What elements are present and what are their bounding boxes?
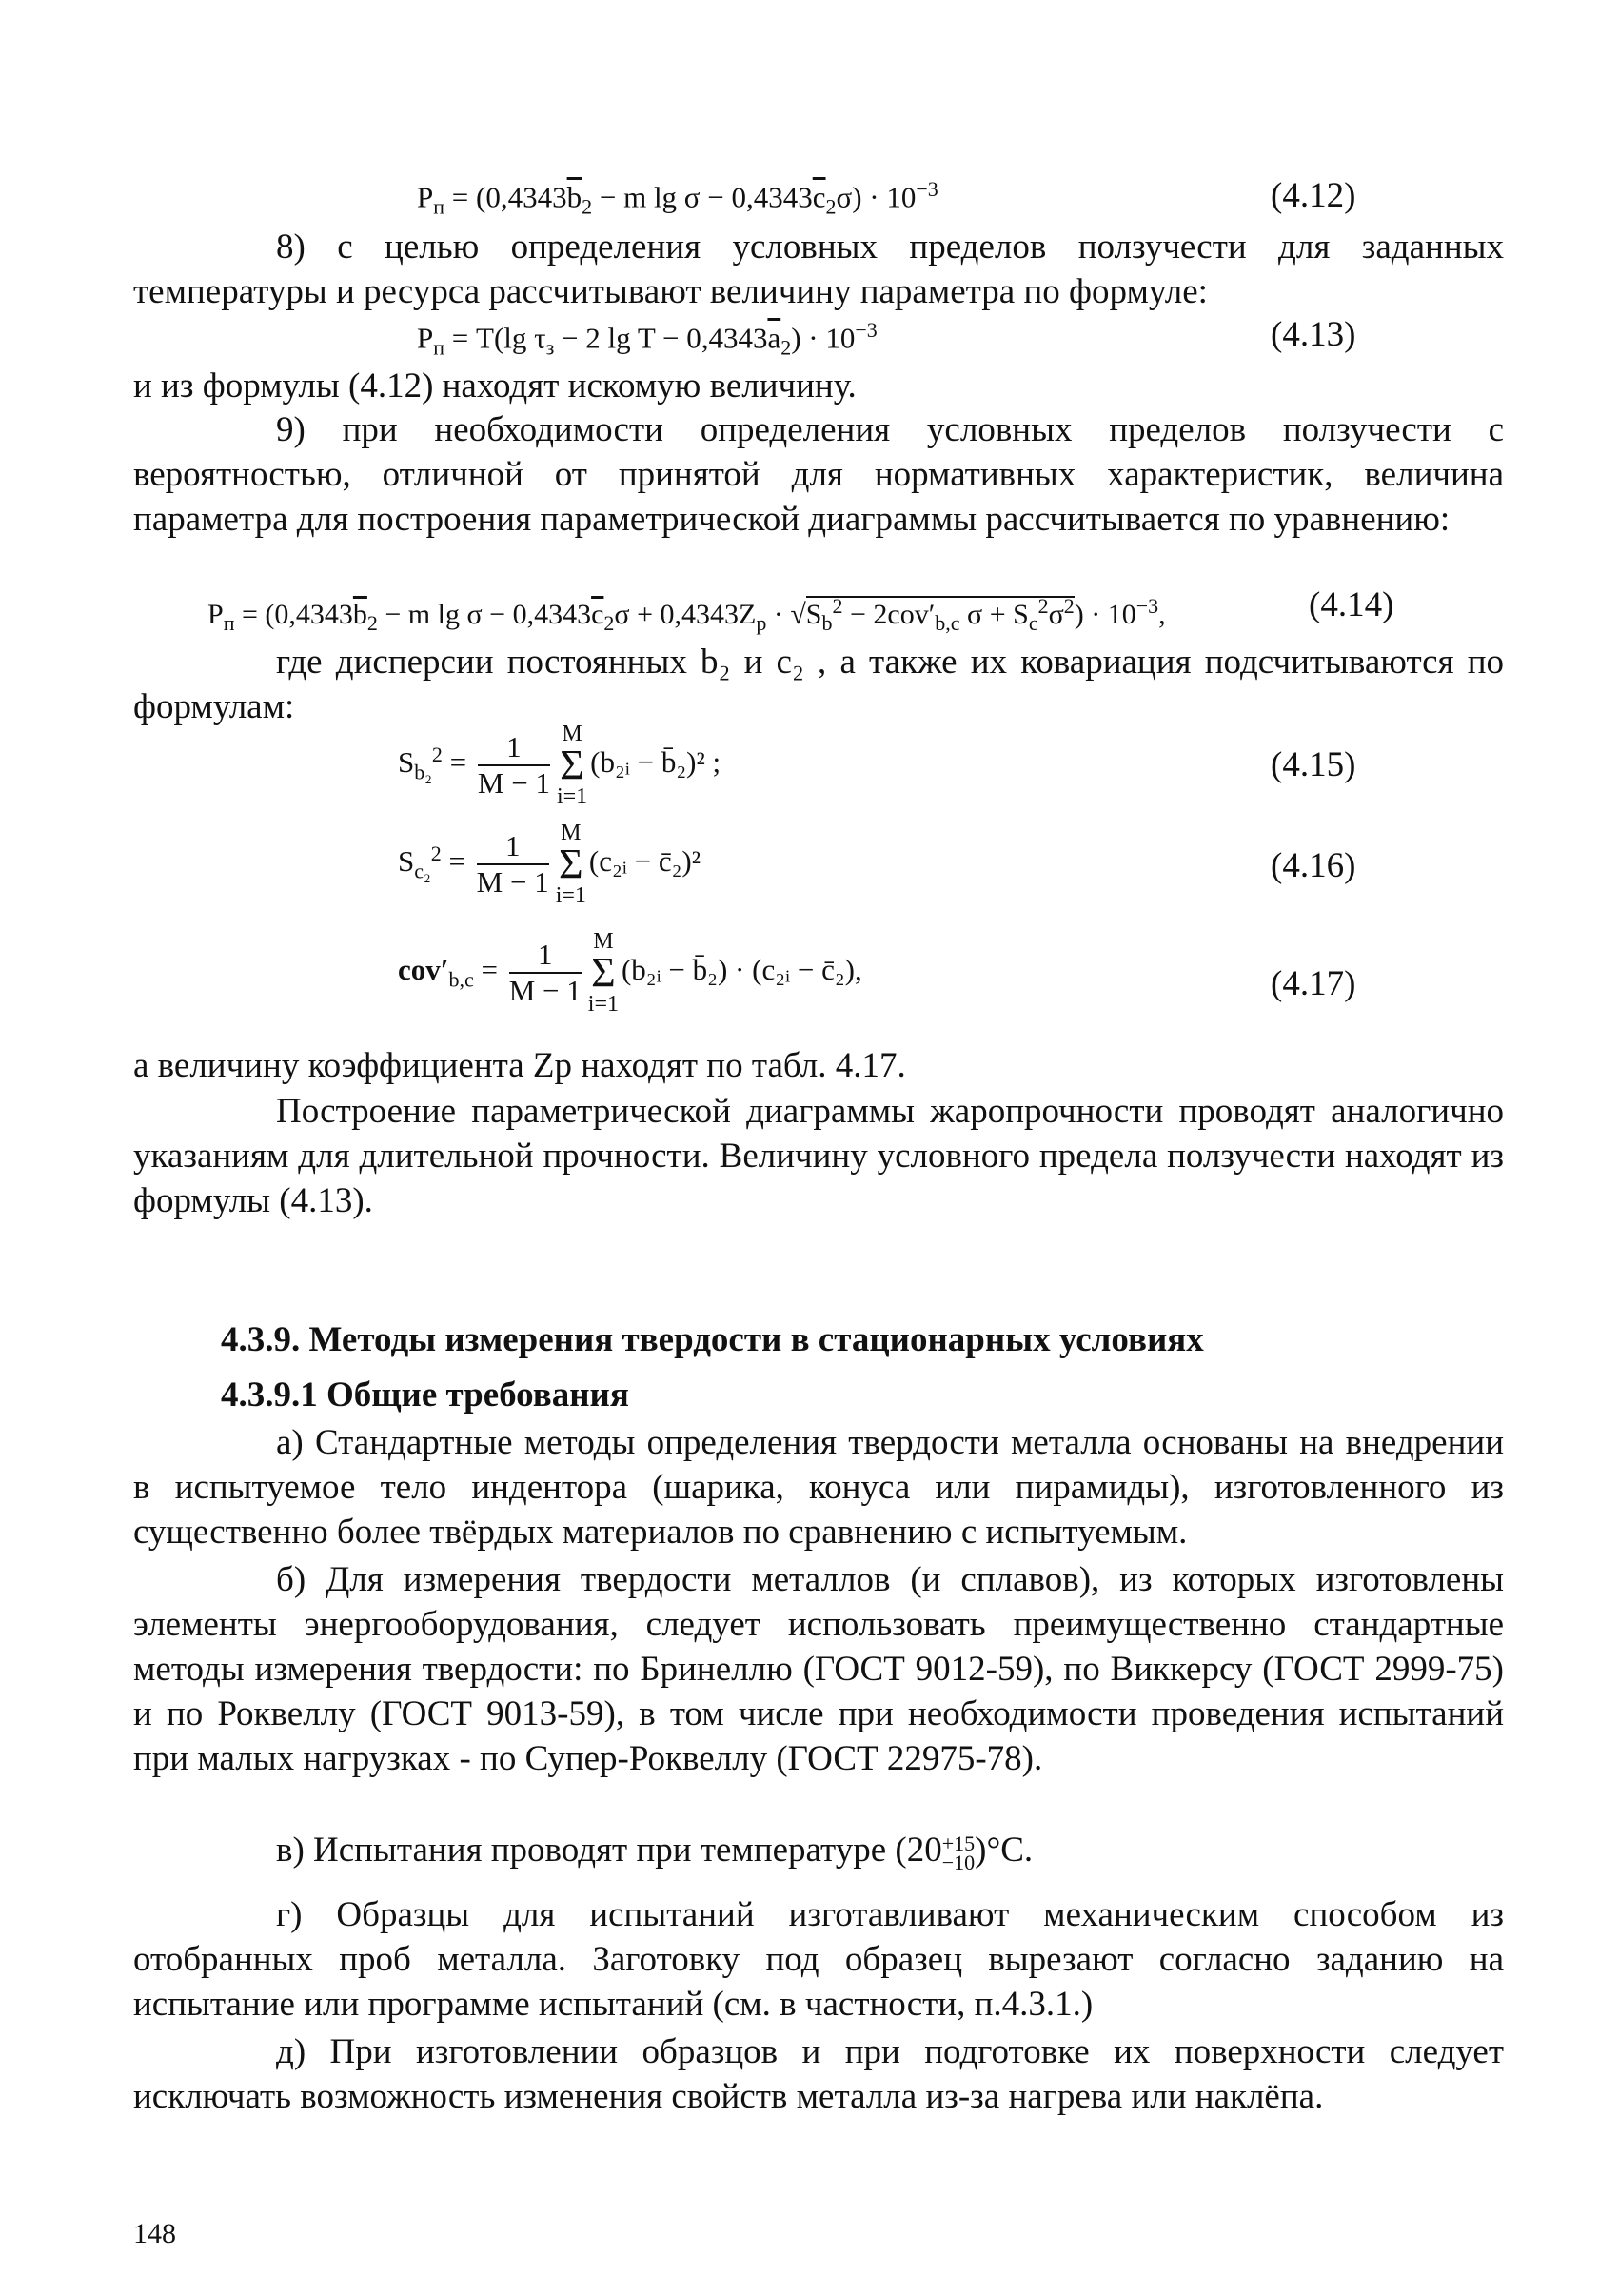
eq-sup: 2 [430, 841, 442, 865]
fraction [478, 730, 550, 801]
eq-part: = T(lg τ [444, 321, 546, 355]
eq-part: − m lg σ − 0,4343 [592, 180, 813, 214]
equation-4-14 [207, 594, 1166, 636]
section-heading-4-3-9: 4.3.9. Методы измерения твердости в стационарных условиях [221, 1320, 1204, 1359]
sum-lower: i=1 [556, 784, 588, 809]
paragraph-dispersion: где дисперсии постоянных b₂ и c₂ , а также их ковариация подсчитываются по формулам: [133, 643, 1504, 726]
sqrt-radicand [805, 594, 1075, 635]
paragraph-zp: а величину коэффициента Zp находят по табл. 4.17. [133, 1046, 906, 1085]
eq-term: (c₂ᵢ − c̄₂)² [588, 844, 701, 879]
eq-part: σ [1048, 599, 1064, 630]
eq-lhs-sub: b,c [448, 967, 474, 992]
fraction [477, 829, 549, 900]
eq-b-bar: $\overline{b}$ [352, 599, 367, 630]
fraction-numerator: 1 [509, 938, 582, 974]
eq-part: − m lg σ − 0,4343 [377, 599, 592, 630]
eq-part: , [854, 953, 862, 987]
eq-lhs: P [417, 180, 434, 214]
paragraph-item-v [133, 1828, 1504, 1872]
sum-upper: M [593, 929, 614, 954]
eq-c-bar: $\overline{c}$ [591, 599, 604, 630]
sum-lower: i=1 [587, 992, 619, 1017]
sum-upper: M [562, 722, 582, 746]
temp-tolerance [941, 1831, 976, 1874]
equation-number: (4.14) [1309, 585, 1394, 624]
eq-sup: 2 [431, 742, 443, 766]
eq-part: − 2cov′ [842, 599, 936, 630]
equation-number: (4.15) [1271, 745, 1356, 784]
eq-lhs: P [207, 599, 224, 630]
eq-sub: з [545, 335, 555, 360]
subsection-heading-4-3-9-1: 4.3.9.1 Общие требования [221, 1376, 629, 1415]
eq-lhs-sub: п [433, 194, 445, 219]
eq-sub: 2 [366, 611, 378, 635]
sqrt-sign: √ [790, 599, 806, 630]
eq-part: ) · 10 [791, 321, 856, 355]
summation [557, 722, 587, 809]
eq-term: (b₂ᵢ − b̄₂)² [590, 745, 705, 780]
fraction-denominator: M − 1 [476, 865, 549, 899]
eq-lhs-sub: п [433, 335, 445, 360]
eq-part: = (0,4343 [234, 599, 353, 630]
summation [556, 821, 586, 908]
eq-part: σ + S [959, 599, 1029, 630]
sum-sign: Σ [559, 841, 583, 887]
eq-part: , [1158, 599, 1166, 630]
equation-number: (4.16) [1271, 846, 1356, 885]
eq-exponent: −3 [916, 177, 938, 201]
eq-sub: 2 [603, 611, 615, 635]
eq-part: − 2 lg T − 0,4343 [554, 321, 768, 355]
eq-lhs: S [398, 745, 415, 780]
eq-sub: c [1028, 611, 1038, 635]
eq-sub: 2 [780, 335, 792, 360]
temp-base: 20 [906, 1831, 942, 1870]
eq-lhs: cov′ [398, 953, 449, 987]
eq-sup: 2 [1063, 594, 1075, 618]
eq-sup: 2 [1037, 594, 1049, 618]
eq-sup: 2 [832, 594, 843, 618]
fraction-denominator: M − 1 [508, 974, 582, 1007]
equation-4-13 [417, 318, 878, 361]
fraction-numerator: 1 [477, 829, 549, 865]
sum-sign: Σ [560, 742, 584, 788]
paragraph-after-4-13: и из формулы (4.12) находят искомую величину. [133, 366, 857, 406]
eq-exponent: −3 [855, 318, 878, 342]
eq-part: σ) · 10 [836, 180, 917, 214]
equation-number: (4.12) [1271, 176, 1356, 215]
eq-lhs-sub: c₂ [414, 859, 431, 883]
temp-unit: )°C. [975, 1831, 1034, 1870]
fraction [509, 938, 582, 1008]
para-v-text: в) Испытания проводят при температуре ( [276, 1831, 907, 1870]
paragraph-item-g: г) Образцы для испытаний изготавливают механическим способом из отобранных проб металла. Заготовку под образец вырезают согласно заданию на испытание или программе испытаний (см. в частности, п.4.3.1.) [133, 1895, 1504, 2024]
eq-part: σ + 0,4343Z [614, 599, 757, 630]
temp-plus: +15 [941, 1831, 976, 1855]
equation-number: (4.13) [1271, 315, 1356, 354]
eq-term: (b₂ᵢ − b̄₂) · (c₂ᵢ − c̄₂) [621, 953, 855, 987]
eq-sub: 2 [582, 194, 593, 219]
paragraph-item-a: а) Стандартные методы определения твердости металла основаны на внедрении в испытуемое тело индентора (шарика, конуса или пирамиды), изготовленного из существенно более твёрдых материалов по сравнению с испытуемым. [133, 1423, 1504, 1552]
equation-4-17: $cov'_{b,c}$ = $\frac{1}{M - 1}$ M Σ i=1 (b₂ᵢ − b̄₂) · (c₂ᵢ − c̄₂), [398, 929, 862, 1017]
eq-lhs-sub: п [223, 611, 235, 635]
eq-lhs-sub: b₂ [414, 760, 432, 784]
sum-upper: M [561, 821, 582, 845]
eq-part: ; [704, 745, 721, 780]
fraction-denominator: M − 1 [477, 766, 550, 800]
summation [588, 929, 619, 1017]
equation-number: (4.17) [1271, 964, 1356, 1003]
equation-4-15: $S_{b_2}^2$ = $\frac{1}{M - 1}$ M Σ i=1 (b₂ᵢ − b̄₂)² ; [398, 722, 721, 809]
eq-lhs: P [417, 321, 434, 355]
equation-4-12 [417, 177, 938, 220]
sum-lower: i=1 [555, 883, 586, 908]
eq-part: · [766, 599, 791, 630]
eq-sub: b [821, 611, 833, 635]
eq-part: ) · 10 [1074, 599, 1136, 630]
eq-sub: b,c [935, 611, 960, 635]
sum-sign: Σ [591, 949, 616, 996]
eq-b-bar: $\overline{b}$ [566, 180, 582, 214]
equation-4-16: $S_{c_2}^2$ = $\frac{1}{M - 1}$ M Σ i=1 (c₂ᵢ − c̄₂)² [398, 821, 701, 908]
eq-exponent: −3 [1135, 594, 1159, 618]
paragraph-item-b: б) Для измерения твердости металлов (и сплавов), из которых изготовлены элементы энергооборудования, следует использовать преимущественно стандартные методы измерения твердости: по Бринеллю (ГОСТ 9012-59), по Виккерсу (ГОСТ 2999-75) и по Роквеллу (ГОСТ 9013-59), в том числе при необходимости проведения испытаний при малых нагрузках - по Супер-Роквеллу (ГОСТ 22975-78). [133, 1560, 1504, 1778]
eq-part: = (0,4343 [444, 180, 567, 214]
paragraph-item-8: 8) с целью определения условных пределов ползучести для заданных температуры и ресурса рассчитывают величину параметра по формуле: [133, 228, 1504, 311]
page-number: 148 [133, 2218, 176, 2249]
paragraph-construction: Построение параметрической диаграммы жаропрочности проводят аналогично указаниям для длительной прочности. Величину условного предела ползучести находят из формулы (4.13). [133, 1092, 1504, 1220]
eq-c-bar: $\overline{c}$ [812, 180, 826, 214]
paragraph-item-9: 9) при необходимости определения условных пределов ползучести с вероятностью, отличной от принятой для нормативных характеристик, величина параметра для построения параметрической диаграммы рассчитывается по уравнению: [133, 410, 1504, 539]
paragraph-item-d: д) При изготовлении образцов и при подготовке их поверхности следует исключать возможность изменения свойств металла из-за нагрева или наклёпа. [133, 2032, 1504, 2116]
eq-lhs: S [398, 844, 415, 879]
eq-sub: p [756, 611, 767, 635]
eq-part: S [805, 599, 822, 630]
temp-minus: −10 [941, 1850, 976, 1874]
fraction-numerator: 1 [478, 730, 550, 766]
eq-sub: 2 [825, 194, 837, 219]
eq-a-bar: $\overline{a}$ [767, 321, 781, 355]
